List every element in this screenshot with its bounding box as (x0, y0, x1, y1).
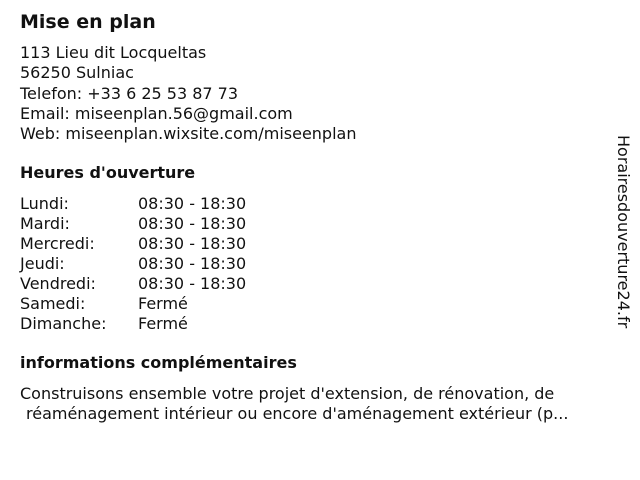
day-label: Jeudi: (20, 254, 65, 273)
watermark-text: Horairesdouverture24.fr (614, 135, 633, 329)
time-value: 08:30 - 18:30 (138, 254, 247, 273)
contact-block (20, 43, 356, 144)
time-value: 08:30 - 18:30 (138, 194, 247, 213)
watermark (611, 135, 635, 345)
day-label: Mardi: (20, 214, 70, 233)
additional-info-text (20, 384, 620, 424)
web-line: Web: miseenplan.wixsite.com/miseenplan (20, 124, 357, 144)
description-line-1: Construisons ensemble votre projet d'extension, de rénovation, de (20, 384, 555, 403)
hours-heading: Heures d'ouverture (20, 163, 196, 182)
phone-line: Telefon: +33 6 25 53 87 73 (20, 83, 239, 103)
day-label: Samedi: (20, 294, 86, 313)
business-name: Mise en plan (20, 11, 156, 33)
day-label: Lundi: (20, 194, 69, 213)
email-line: Email: miseenplan.56@gmail.com (20, 103, 293, 123)
additional-info-heading: informations complémentaires (20, 353, 297, 372)
address-line-2: 56250 Sulniac (20, 63, 134, 83)
day-label: Dimanche: (20, 314, 107, 333)
day-label: Mercredi: (20, 234, 95, 253)
time-value: 08:30 - 18:30 (138, 234, 247, 253)
day-label: Vendredi: (20, 274, 96, 293)
description-line-2: réaménagement intérieur ou encore d'aménagement extérieur (p... (26, 404, 569, 423)
time-value: 08:30 - 18:30 (138, 214, 247, 233)
address-line-1: 113 Lieu dit Locqueltas (20, 43, 207, 62)
time-value: 08:30 - 18:30 (138, 274, 247, 293)
time-value: Fermé (138, 294, 188, 313)
time-value: Fermé (138, 314, 188, 333)
